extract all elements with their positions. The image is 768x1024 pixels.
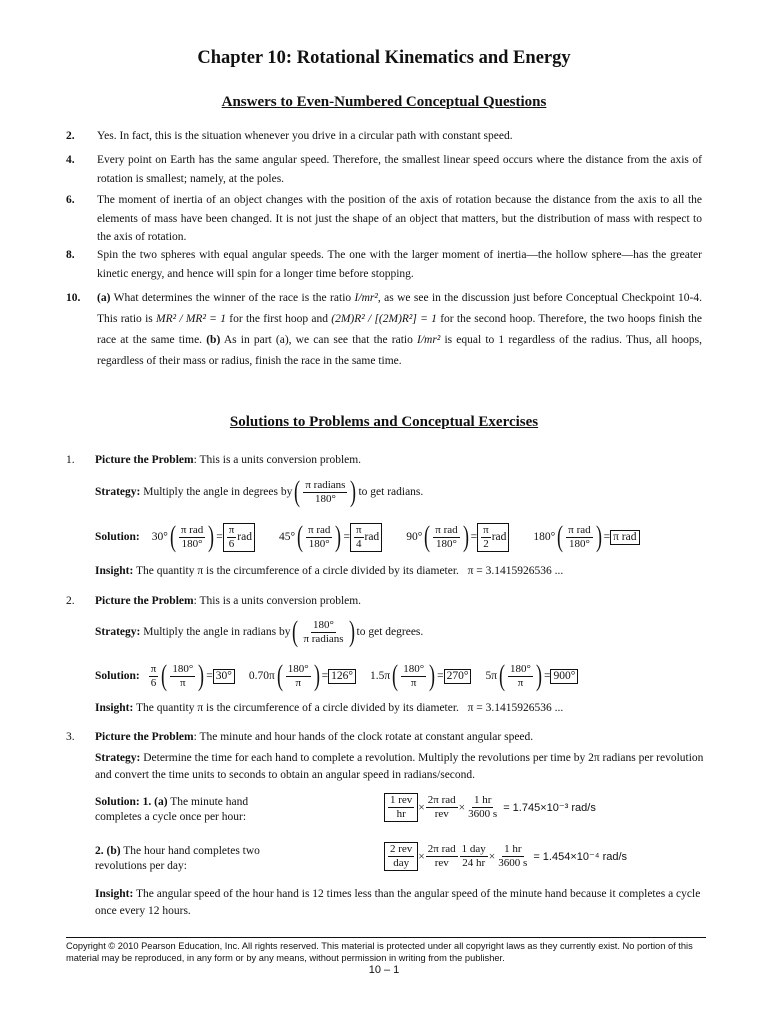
q10-eq1: MR² / MR² = 1 bbox=[156, 313, 226, 325]
box-fraction bbox=[384, 842, 418, 871]
conceptual-answer-6 bbox=[66, 191, 702, 247]
frac-num: π rad bbox=[180, 523, 204, 536]
conceptual-answer-10 bbox=[66, 288, 702, 372]
conceptual-heading: Answers to Even-Numbered Conceptual Questions bbox=[221, 94, 547, 110]
solution-label: Solution: bbox=[95, 531, 140, 543]
q10-eq2: (2M)R² / [(2M)R²] = 1 bbox=[331, 313, 437, 325]
answer-text: Yes. In fact, this is the situation whenever you drive in a circular path with constant speed. bbox=[97, 130, 513, 142]
solutions-heading: Solutions to Problems and Conceptual Exercises bbox=[229, 414, 539, 430]
problem-2-picture bbox=[66, 592, 706, 610]
frac-den: day bbox=[393, 857, 410, 869]
frac-den: π bbox=[410, 676, 417, 689]
answer-number: 6. bbox=[66, 194, 75, 206]
angle: 90° bbox=[406, 531, 423, 543]
answer-text: The moment of inertia of an object changes with the position of the axis of rotation because the distance from the axis to all the elements of mass have been changed. It is not just the shape of an object that matters, but the distribution of mass with respect to the axis of rotation. bbox=[97, 194, 702, 243]
frac-den: 180° bbox=[568, 537, 590, 550]
frac-den: 180° bbox=[181, 537, 203, 550]
conversion-0.70pi: 0.70π ( $\frac{180^\circ}{\pi}$ ) = 126° bbox=[249, 661, 356, 691]
angle: 0.70π bbox=[248, 670, 275, 682]
q10-text-3: for the first hoop and bbox=[229, 313, 328, 325]
problem-3-solution-a bbox=[95, 795, 285, 825]
strategy-text: Determine the time for each hand to complete a revolution. Multiply the revolutions per time by 2π radians per revolution and convert the time units to seconds to obtain an angular speed in radians/second. bbox=[95, 752, 704, 781]
frac-num: π bbox=[355, 523, 362, 536]
answer-box: 900° bbox=[550, 669, 578, 684]
problem-3-insight bbox=[95, 886, 705, 920]
page-title: Chapter 10: Rotational Kinematics and Energy bbox=[197, 48, 571, 68]
problem-number: 2. bbox=[66, 595, 75, 607]
q10-ratio-2: I/mr² bbox=[417, 334, 441, 346]
problem-1-strategy: Strategy: Multiply the angle in degrees by ( $\frac{\text{π radians}}{180^\circ}$ ) to get radians. bbox=[95, 475, 424, 508]
picture-label: Picture the Problem bbox=[95, 454, 194, 466]
problem-3-picture bbox=[66, 728, 706, 746]
answer-text: Every point on Earth has the same angular speed. Therefore, the smallest linear speed occurs where the distance from the axis of rotation is smallest; namely, at the poles. bbox=[97, 154, 702, 185]
frac-num: 2π rad bbox=[427, 843, 456, 855]
frac-den: 6 bbox=[150, 676, 157, 689]
frac-num: 180° bbox=[287, 662, 309, 675]
strategy-label: Strategy: bbox=[95, 752, 141, 764]
strategy-text: Multiply the angle in degrees by bbox=[143, 486, 293, 498]
problem-1-solution bbox=[95, 520, 695, 554]
frac-num: π rad bbox=[435, 523, 458, 536]
frac-den: 3600 s bbox=[498, 857, 528, 869]
answer-number: 8. bbox=[66, 249, 75, 261]
q10-text-6: is equal to 1 regardless of the radius. Thus, all hoops, regardless of their mass or radius, finish the race in the same time. bbox=[97, 334, 703, 367]
q10-text-2: , as we see in the discussion just before Conceptual Checkpoint 10-4. This ratio is bbox=[97, 292, 703, 325]
strategy-tail: to get degrees. bbox=[356, 626, 424, 638]
problem-3-strategy bbox=[95, 750, 705, 784]
insight-value: π = 3.1415926536 ... bbox=[467, 702, 564, 714]
angle: 30° bbox=[151, 531, 168, 543]
q10-text-5: As in part (a), we can see that the ratio bbox=[223, 334, 413, 346]
picture-text: : This is a units conversion problem. bbox=[193, 454, 362, 466]
conversion-1.5pi: 1.5π ( $\frac{180^\circ}{\pi}$ ) = 270° bbox=[370, 661, 471, 691]
page-number: 10 – 1 bbox=[368, 964, 400, 976]
problem-number: 3. bbox=[66, 731, 75, 743]
conversion-30: 30° ( $\frac{\text{π rad}}{180^\circ}$ ) = $\frac{\pi}{6}$ rad bbox=[152, 522, 255, 552]
unit: rad bbox=[491, 530, 507, 543]
conversion-45: 45° ( $\frac{\text{π rad}}{180^\circ}$ ) = $\frac{\pi}{4}$ rad bbox=[279, 522, 382, 552]
answer-text: Spin the two spheres with equal angular speeds. The one with the larger moment of inertia—the hollow sphere—has the greater kinetic energy, and hence will spin for a longer time before stopping. bbox=[97, 249, 702, 280]
frac-num: π radians bbox=[305, 478, 346, 491]
frac-den: 24 hr bbox=[462, 857, 486, 869]
strategy-label: Strategy: bbox=[95, 626, 141, 638]
copyright-footer: Copyright © 2010 Pearson Education, Inc. All rights reserved. This material is protected under all copyright laws as they currently exist. No portion of this material may be reproduced, in any form or by any means, without permission in writing from the publisher. bbox=[66, 937, 706, 964]
frac-num: π rad bbox=[308, 523, 331, 536]
frac-den: π bbox=[179, 676, 186, 689]
frac-num: 1 hr bbox=[504, 843, 522, 855]
problem-2-solution bbox=[95, 659, 695, 693]
problem-2-insight bbox=[95, 702, 563, 714]
angle: 45° bbox=[278, 531, 296, 543]
answer-box bbox=[350, 523, 382, 552]
insight-text: The quantity π is the circumference of a circle divided by its diameter. bbox=[136, 702, 459, 714]
frac-den: 3600 s bbox=[468, 808, 498, 820]
answer-number: 10. bbox=[66, 292, 81, 304]
frac-num: 1 day bbox=[461, 843, 486, 855]
conceptual-answer-4 bbox=[66, 151, 702, 188]
frac-num: π bbox=[150, 662, 157, 675]
frac-num: 180° bbox=[403, 662, 425, 675]
answer-box: 30° bbox=[213, 669, 235, 684]
answer-box bbox=[223, 523, 255, 552]
solution-label: Solution: 1. (a) bbox=[95, 796, 168, 808]
frac-num: 180° bbox=[313, 618, 334, 631]
frac-den: rev bbox=[434, 857, 449, 869]
problem-3-equation-a: $\frac{\text{1 rev}}{hr}$ × $\frac{\text{2π rad}}{\text{rev}}$ × $\frac{1 hr}{3600 s}$ = 1.745×10⁻³ rad/s bbox=[384, 793, 596, 822]
unit: rad bbox=[237, 530, 252, 543]
frac-den: 180° bbox=[436, 537, 457, 550]
q10-text-4: for the second hoop. Therefore, the two hoops finish the race at the same time. bbox=[97, 313, 703, 346]
problem-1-insight bbox=[95, 565, 563, 577]
frac-num: 1 hr bbox=[473, 794, 492, 806]
picture-label: Picture the Problem bbox=[95, 731, 194, 743]
frac-num: 2 rev bbox=[390, 843, 413, 855]
result: = 1.745×10⁻³ rad/s bbox=[503, 802, 596, 814]
frac-num: π bbox=[228, 523, 235, 536]
answer-box: 126° bbox=[328, 669, 356, 684]
unit: rad bbox=[364, 530, 380, 543]
strategy-label: Strategy: bbox=[95, 486, 141, 498]
conceptual-answer-2 bbox=[66, 127, 702, 146]
solution-label: 2. (b) bbox=[95, 845, 121, 857]
answer-box bbox=[477, 523, 509, 552]
frac-den: 2 bbox=[483, 537, 489, 550]
insight-text: The angular speed of the hour hand is 12 times less than the angular speed of the minute hand because it completes a cycle once every 12 hours. bbox=[95, 888, 701, 917]
conversion-pi-6: $\frac{\pi}{6}$ ( $\frac{180^\circ}{\pi}$ ) = 30° bbox=[148, 661, 235, 691]
part-a-label: (a) bbox=[97, 292, 111, 304]
problem-3-solution-b bbox=[95, 844, 285, 874]
frac-den: rev bbox=[434, 808, 449, 820]
problem-number: 1. bbox=[66, 454, 75, 466]
frac-den: π bbox=[517, 676, 524, 689]
strategy-tail: to get radians. bbox=[358, 486, 424, 498]
frac-num: π rad bbox=[568, 523, 591, 536]
picture-text: : The minute and hour hands of the clock rotate at constant angular speed. bbox=[193, 731, 534, 743]
result: = 1.454×10⁻⁴ rad/s bbox=[533, 851, 628, 863]
part-b-label: (b) bbox=[206, 334, 221, 346]
angle: 1.5π bbox=[370, 670, 391, 682]
conversion-180: 180° ( $\frac{\text{π rad}}{180^\circ}$ ) = π rad bbox=[533, 522, 639, 552]
insight-label: Insight: bbox=[95, 565, 134, 577]
conversion-90: 90° ( $\frac{\text{π rad}}{180^\circ}$ ) = $\frac{\pi}{2}$ rad bbox=[406, 522, 509, 552]
solution-text: The hour hand completes two revolutions per day: bbox=[95, 845, 260, 872]
problem-1-picture bbox=[66, 451, 706, 469]
frac-den: 4 bbox=[355, 537, 362, 550]
box-fraction bbox=[384, 793, 418, 822]
problem-3-equation-b: $\frac{\text{2 rev}}{\text{day}}$ × $\frac{\text{2π rad}}{\text{rev}}$ $\frac{\text{1 day}}{24 hr}$ × $\frac{1 hr}{3600 s}$ = 1.454×10⁻⁴ rad/s bbox=[384, 842, 627, 871]
frac-den: π bbox=[295, 676, 301, 689]
frac-den: hr bbox=[396, 808, 406, 820]
problem-2-strategy: Strategy: Multiply the angle in radians by ( $\frac{180^\circ}{\text{π radians}}$ ) to get degrees. bbox=[95, 615, 424, 648]
strategy-text: Multiply the angle in radians by bbox=[143, 626, 291, 638]
frac-num: 2π rad bbox=[427, 794, 456, 806]
answer-box: 270° bbox=[444, 669, 472, 684]
picture-text: : This is a units conversion problem. bbox=[193, 595, 362, 607]
insight-value: π = 3.1415926536 ... bbox=[467, 565, 564, 577]
answer-number: 4. bbox=[66, 154, 75, 166]
frac-den: 6 bbox=[228, 537, 235, 550]
frac-num: 180° bbox=[510, 662, 531, 675]
answer-text bbox=[97, 288, 702, 372]
picture-label: Picture the Problem bbox=[95, 595, 194, 607]
conversion-5pi: 5π ( $\frac{180^\circ}{\pi}$ ) = 900° bbox=[485, 661, 578, 691]
frac-num: π bbox=[483, 523, 489, 536]
q10-text-1: What determines the winner of the race is the ratio bbox=[113, 292, 352, 304]
conceptual-answer-8 bbox=[66, 246, 702, 283]
solution-text: The minute hand completes a cycle once per hour: bbox=[95, 796, 249, 823]
insight-label: Insight: bbox=[95, 702, 134, 714]
angle: 5π bbox=[485, 670, 498, 682]
q10-ratio: I/mr² bbox=[354, 292, 378, 304]
solution-label: Solution: bbox=[95, 670, 140, 682]
insight-text: The quantity π is the circumference of a circle divided by its diameter. bbox=[136, 565, 459, 577]
frac-den: 180° bbox=[314, 492, 336, 505]
frac-den: 180° bbox=[308, 537, 330, 550]
answer-number: 2. bbox=[66, 130, 75, 142]
frac-den: π radians bbox=[303, 632, 344, 645]
answer-box: π rad bbox=[610, 530, 639, 545]
frac-num: 1 rev bbox=[390, 794, 413, 806]
angle: 180° bbox=[533, 531, 556, 543]
insight-label: Insight: bbox=[95, 888, 134, 900]
frac-num: 180° bbox=[172, 662, 194, 675]
